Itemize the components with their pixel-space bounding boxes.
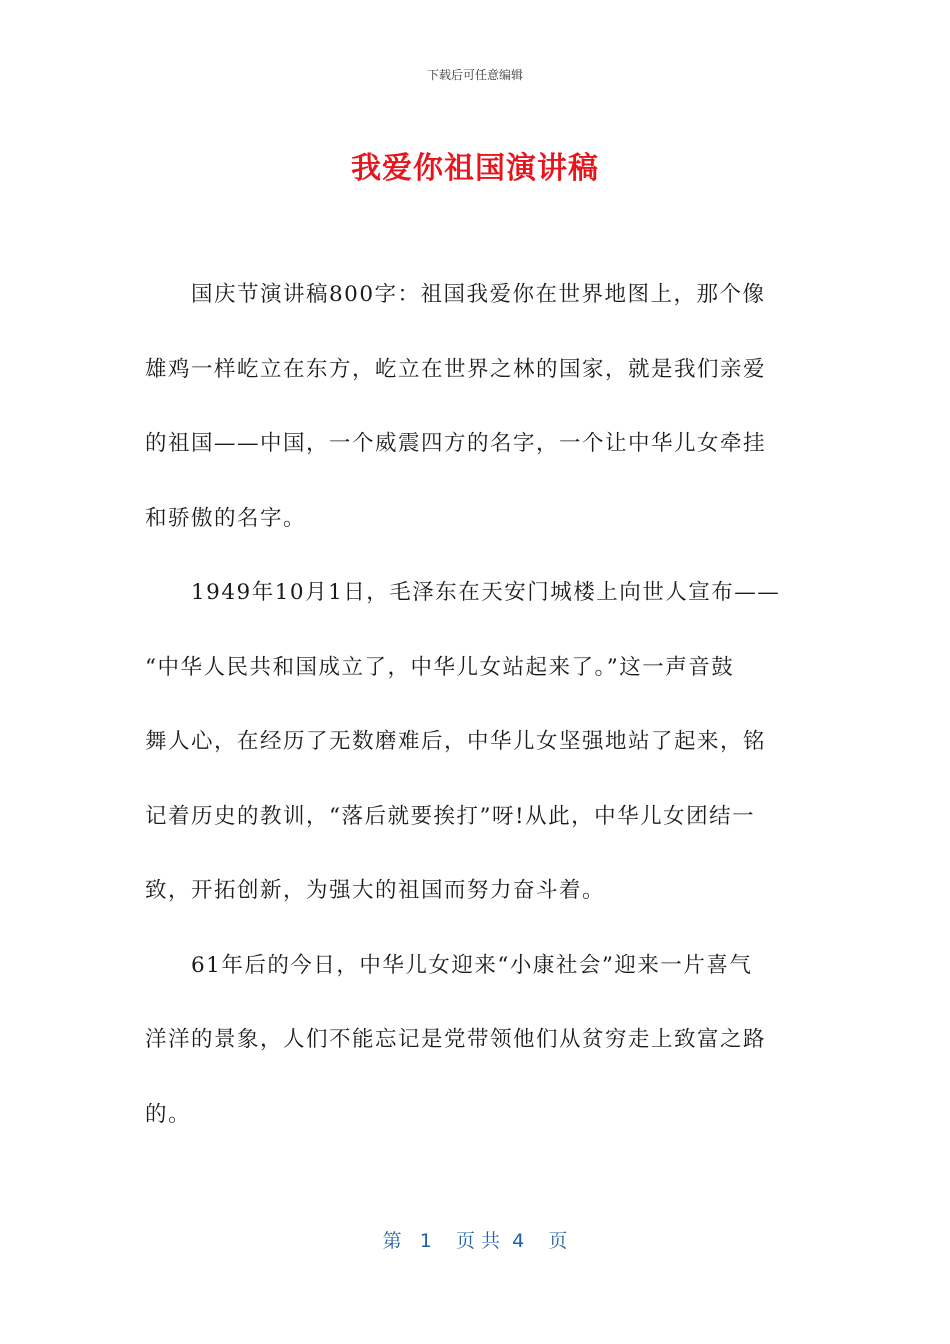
text-line: 的。 bbox=[145, 1101, 192, 1127]
text-line: “中华人民共和国成立了，中华儿女站起来了。”这一声音鼓 bbox=[145, 654, 735, 680]
body-text bbox=[145, 258, 807, 1152]
text-line: 国庆节演讲稿800字：祖国我爱你在世界地图上，那个像 bbox=[191, 282, 766, 307]
header-note: 下载后可任意编辑 bbox=[426, 68, 523, 82]
text-line: 和骄傲的名字。 bbox=[145, 505, 307, 531]
document-title: 我爱你祖国演讲稿 bbox=[351, 151, 599, 186]
text-line: 1949年10月1日，毛泽东在天安门城楼上向世人宣布—— bbox=[191, 580, 781, 605]
text-line: 61年后的今日，中华儿女迎来“小康社会”迎来一片喜气 bbox=[191, 952, 753, 978]
page-number-footer: 第 1 页 共 4 页 bbox=[382, 1230, 568, 1252]
text-line: 记着历史的教训，“落后就要挨打”呀!从此，中华儿女团结一 bbox=[145, 803, 756, 829]
text-line: 致，开拓创新，为强大的祖国而努力奋斗着。 bbox=[145, 878, 606, 903]
text-line: 舞人心，在经历了无数磨难后，中华儿女坚强地站了起来，铭 bbox=[145, 729, 767, 754]
text-line: 洋洋的景象，人们不能忘记是党带领他们从贫穷走上致富之路 bbox=[145, 1027, 767, 1052]
text-line: 雄鸡一样屹立在东方，屹立在世界之林的国家，就是我们亲爱 bbox=[145, 356, 767, 382]
text-line: 的祖国——中国，一个威震四方的名字，一个让中华儿女牵挂 bbox=[145, 431, 767, 456]
